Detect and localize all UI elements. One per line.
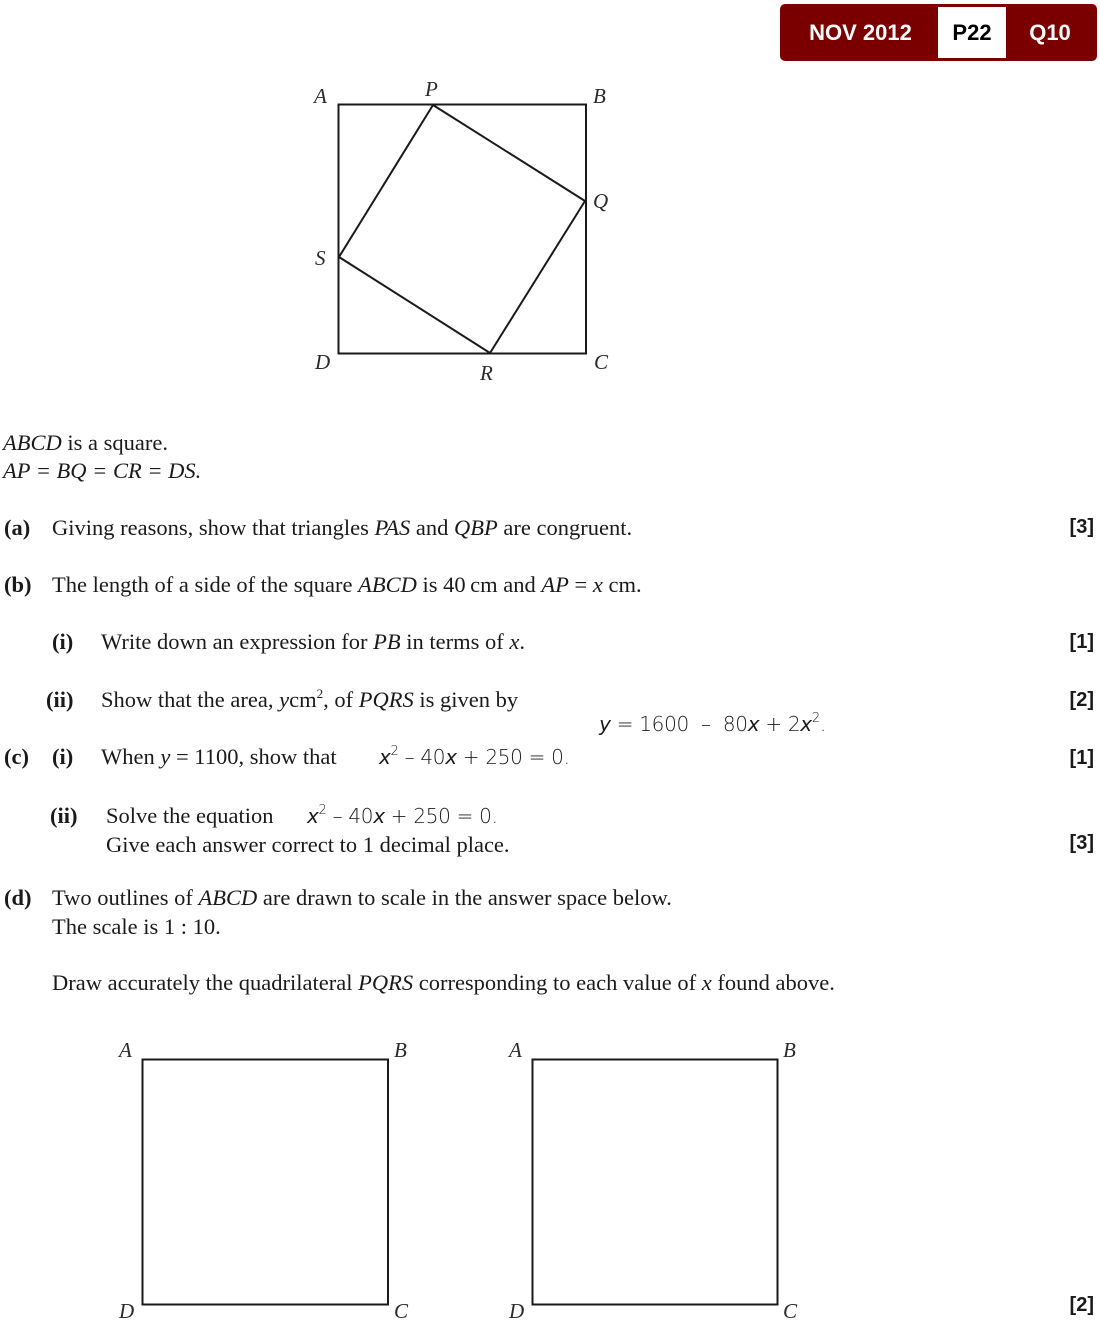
intro-line-2: AP = BQ = CR = DS. bbox=[3, 458, 202, 483]
label-b: B bbox=[593, 84, 606, 108]
part-c-ii-line-2: Give each answer correct to 1 decimal place. bbox=[106, 832, 510, 857]
part-a-label: (a) bbox=[4, 515, 31, 540]
label-p: P bbox=[425, 77, 438, 101]
label-q: Q bbox=[593, 189, 609, 213]
part-d-marks: [2] bbox=[1069, 1294, 1094, 1316]
part-b-ii-text: Show that the area, ycm$^2$, of PQRS is given by bbox=[101, 686, 519, 712]
part-c-ii-marks: [3] bbox=[1069, 832, 1094, 854]
label-d: D bbox=[315, 350, 331, 374]
intro-abcd: ABCD bbox=[3, 430, 62, 455]
label-a: A bbox=[119, 1038, 132, 1062]
intro-text: is a square. bbox=[61, 430, 168, 455]
label-c: C bbox=[394, 1299, 409, 1320]
part-b-ii-label: (ii) bbox=[46, 687, 74, 712]
quadrilateral-pqrs bbox=[339, 105, 585, 353]
part-b-ii-equation: $y = 1600 - 80x + 2x^2$. bbox=[599, 711, 826, 736]
label-c: C bbox=[783, 1299, 798, 1320]
part-c-label: (c) bbox=[4, 744, 29, 769]
answer-square-left[interactable] bbox=[143, 1060, 389, 1305]
part-c-i-equation: $x^2 - 40x + 250 = 0$. bbox=[379, 744, 570, 769]
label-b: B bbox=[394, 1038, 407, 1062]
intro-line-1 bbox=[3, 429, 168, 457]
label-a: A bbox=[509, 1038, 522, 1062]
part-b-i-label: (i) bbox=[52, 629, 74, 654]
badge-session: NOV 2012 bbox=[809, 19, 912, 45]
label-d: D bbox=[119, 1299, 135, 1320]
label-r: R bbox=[480, 361, 493, 385]
part-a-text: Giving reasons, show that triangles PAS and QBP are congruent. bbox=[52, 515, 633, 540]
badge-question: Q10 bbox=[1029, 19, 1071, 45]
label-d: D bbox=[509, 1299, 525, 1320]
part-b-ii-marks: [2] bbox=[1069, 689, 1094, 711]
part-c-i-label: (i) bbox=[52, 744, 74, 769]
label-s: S bbox=[315, 246, 326, 270]
answer-outline-right bbox=[507, 1038, 798, 1320]
part-d-line-3: Draw accurately the quadrilateral PQRS corresponding to each value of x found above. bbox=[52, 970, 835, 995]
badge-paper: P22 bbox=[938, 7, 1006, 58]
part-c-ii-text: Solve the equation bbox=[106, 803, 274, 828]
label-c: C bbox=[594, 350, 609, 374]
main-diagram bbox=[312, 77, 609, 385]
part-b-text: The length of a side of the square ABCD is 40 cm and AP = x cm. bbox=[52, 572, 642, 597]
square-abcd bbox=[339, 105, 587, 354]
part-c-ii-equation: $x^2 - 40x + 250 = 0$. bbox=[307, 803, 498, 828]
part-d-line-2: The scale is 1 : 10. bbox=[52, 914, 221, 939]
label-a: A bbox=[314, 84, 327, 108]
part-c-i-marks: [1] bbox=[1069, 747, 1094, 769]
label-b: B bbox=[783, 1038, 796, 1062]
part-d-text: Two outlines of ABCD are drawn to scale in the answer space below. bbox=[52, 885, 672, 910]
part-d-label: (d) bbox=[4, 885, 32, 910]
part-b-label: (b) bbox=[4, 572, 32, 597]
part-c-ii-label: (ii) bbox=[50, 803, 78, 828]
part-b-i-text: Write down an expression for PB in terms of x. bbox=[101, 629, 526, 654]
answer-outline-left bbox=[117, 1038, 409, 1320]
part-c-i-text: When y = 1100, show that bbox=[101, 744, 337, 769]
part-a-marks: [3] bbox=[1069, 516, 1094, 538]
answer-square-right[interactable] bbox=[533, 1060, 778, 1305]
part-b-i-marks: [1] bbox=[1069, 631, 1094, 653]
